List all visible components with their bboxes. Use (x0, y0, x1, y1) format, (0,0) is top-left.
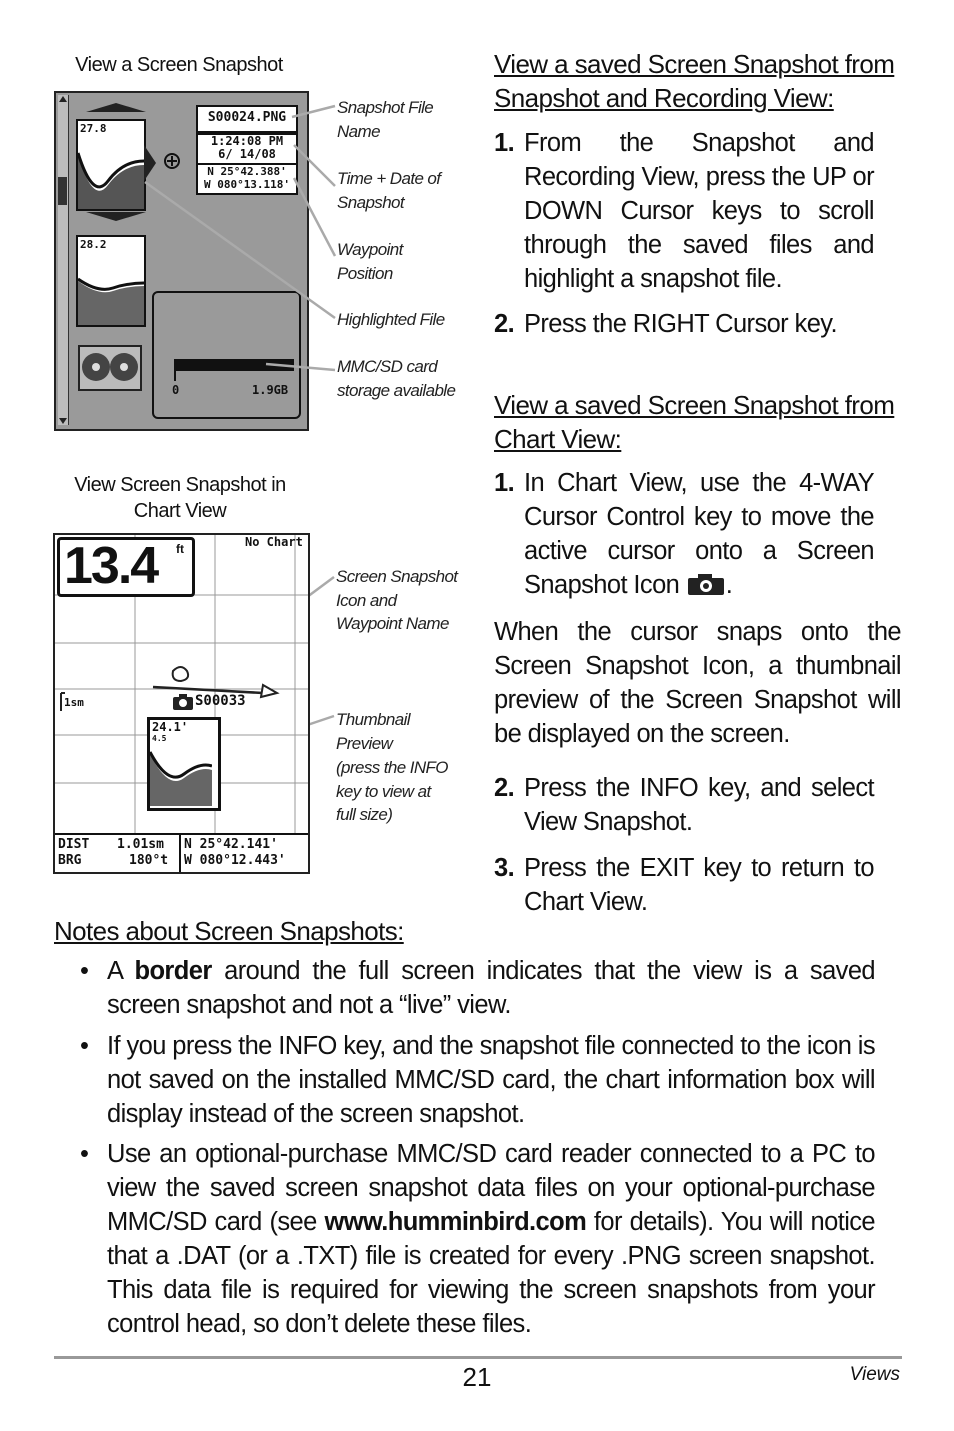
snapshot-time: 1:24:08 PM (210, 134, 284, 148)
no-chart-label: No Chart (245, 535, 303, 549)
note-bullet-3: • Use an optional-purchase MMC/SD card reader connected to a PC to view the saved screen snapshot data files on your optional-purchase MMC/SD card (see www.humminbird.com for details). You will notice that a .DAT (or a .TXT) file is created for every .PNG screen snapshot. This data file is required for viewing the screen snapshots from your control head, so don’t delete these files. (80, 1140, 875, 1338)
depth-unit: ft (176, 542, 184, 556)
fig2-caption: View Screen Snapshot in Chart View (74, 474, 286, 522)
callout-thumbnail-3: (press the INFO key to view at full size) (336, 758, 448, 824)
chart-info-box (55, 833, 308, 874)
section1-step-2: 2. Press the RIGHT Cursor key. (494, 310, 838, 338)
fig1-caption: View a Screen Snapshot (75, 54, 283, 76)
callout-file-name: Snapshot File Name (337, 98, 434, 141)
depth-value: 13.4 (64, 537, 158, 595)
brg-value: 180°t (129, 853, 169, 868)
chart-scale: 1sm (64, 696, 84, 709)
thumb-sub: 4.5 (152, 734, 167, 743)
callout-waypoint-position: Waypoint Position (337, 240, 403, 283)
screen-snapshot-icon (686, 572, 726, 596)
notes-heading: Notes about Screen Snapshots: (54, 916, 404, 946)
sonar-graph-icon (150, 744, 212, 806)
callout-thumbnail-1: Thumbnail (336, 710, 410, 729)
page-number: 21 (462, 1362, 492, 1392)
section2-step-3: 3. Press the EXIT key to return to Chart View. (494, 854, 874, 916)
thumb2-depth: 28.2 (80, 238, 107, 251)
brg-label: BRG (58, 853, 82, 868)
chart-view-screen (53, 533, 310, 874)
storage-max-label: 1.9GB (252, 383, 289, 397)
thumbnail-preview[interactable] (147, 717, 221, 811)
thumb1-depth: 27.8 (80, 122, 107, 135)
callout-thumbnail-2: Preview (336, 734, 393, 753)
section2-paragraph: When the cursor snaps onto the Screen Snapshot Icon, a thumbnail preview of the Screen Snapshot will be displayed on the screen. (494, 618, 901, 748)
snapshot-file-name: S00024.PNG (207, 110, 287, 125)
cursor-lat: N 25°42.141' (184, 837, 278, 852)
depth-box (57, 537, 195, 597)
footer-section: Views (849, 1364, 900, 1385)
dist-value: 1.01sm (117, 837, 164, 852)
section1-heading: View a saved Screen Snapshot from Snapshot and Recording View: (494, 49, 895, 113)
section2-heading: View a saved Screen Snapshot from Chart View: (494, 390, 895, 454)
section2-step-1: 1. In Chart View, use the 4-WAY Cursor Control key to move the active cursor onto a Screen Snapshot Icon . (494, 469, 874, 599)
waypoint-lat: N 25°42.388' (207, 165, 287, 178)
section1-step-1: 1. From the Snapshot and Recording View, press the UP or DOWN Cursor keys to scroll through the saved files and highlight a snapshot file. (494, 129, 874, 293)
note-bullet-2: • If you press the INFO key, and the snapshot file connected to the icon is not saved on the installed MMC/SD card, the chart information box will display instead of the screen snapshot. (80, 1032, 875, 1128)
storage-min-label: 0 (172, 383, 180, 397)
footer-rule (54, 1356, 902, 1359)
snapshot-date: 6/ 14/08 (218, 147, 276, 161)
dist-label: DIST (58, 837, 90, 852)
note-bullet-1: • A border around the full screen indicates that the view is a saved screen snapshot and not a “live” view. (80, 957, 875, 1019)
waypoint-name[interactable]: S00033 (195, 693, 246, 709)
callout-snapshot-icon: Screen Snapshot Icon and Waypoint Name (336, 567, 458, 633)
camera-icon[interactable] (172, 693, 194, 711)
thumb-depth: 24.1' (152, 720, 189, 734)
callout-storage: MMC/SD card storage available (337, 357, 456, 400)
callout-time-date: Time + Date of Snapshot (337, 169, 441, 212)
waypoint-lon: W 080°13.118' (203, 178, 291, 191)
callout-highlighted-file: Highlighted File (337, 310, 445, 329)
cursor-lon: W 080°12.443' (184, 853, 286, 868)
section2-step-2: 2. Press the INFO key, and select View Snapshot. (494, 774, 874, 836)
